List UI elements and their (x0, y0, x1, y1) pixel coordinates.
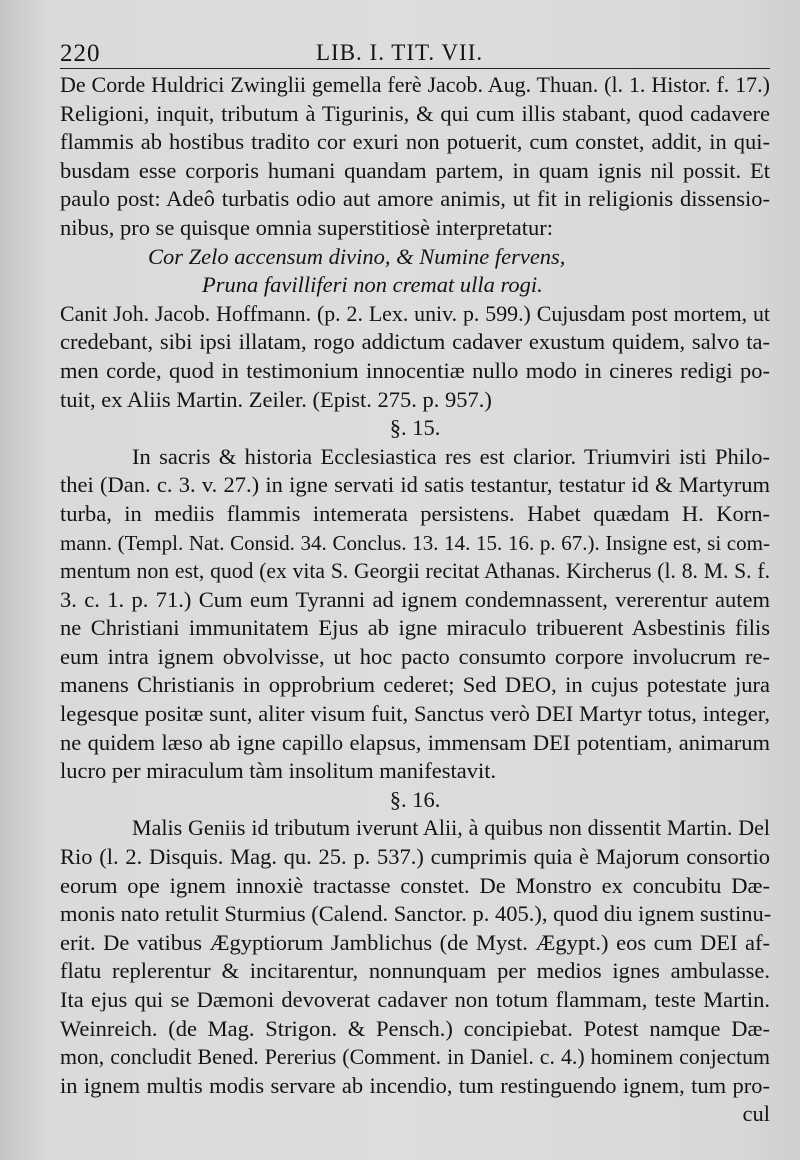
page-number: 220 (60, 40, 101, 67)
text-line: thei (Dan. c. 3. v. 27.) in igne servati id satis testantur, testatur id & Martyrum (60, 472, 770, 498)
text-line: mon, concludit Bened. Pererius (Comment. in Daniel. c. 4.) hominem conjectum (60, 1045, 770, 1070)
verse-line: Pruna favilliferi non cremat ulla rogi. (202, 272, 543, 298)
text-line: erit. De vatibus Ægyptiorum Jamblichus (de Myst. Ægypt.) eos cum DEI af- (60, 929, 770, 955)
text-line: eorum ope ignem innoxiè tractasse constet. De Monstro ex concubitu Dæ- (60, 872, 770, 898)
running-head: LIB. I. TIT. VII. (316, 40, 484, 65)
text-line: eum intra ignem obvolvisse, ut hoc pacto consumto corpore involucrum re- (60, 643, 770, 669)
text-line: ne quidem læso ab igne capillo elapsus, immensam DEI potentiam, animarum (60, 729, 770, 755)
text-line: credebant, sibi ipsi illatam, rogo addictum cadaver exustum quidem, salvo ta- (60, 329, 770, 355)
text-line: busdam esse corporis humani quandam partem, in quam ignis nil possit. Et (60, 157, 770, 183)
text-line: in ignem multis modis servare ab incendio, tum restinguendo ignem, tum pro- (60, 1072, 770, 1098)
text-line: Religioni, inquit, tributum à Tigurinis, & qui cum illis stabant, quod cadavere (60, 100, 770, 126)
text-line: mann. (Templ. Nat. Consid. 34. Conclus. 13. 14. 15. 16. p. 67.). Insigne est, si com- (60, 530, 770, 555)
verse-line: Cor Zelo accensum divino, & Numine fervens, (148, 243, 566, 269)
text-line: flammis ab hostibus tradito cor exuri non potuerit, cum constet, addit, in qui- (60, 129, 770, 155)
text-line: 3. c. 1. p. 71.) Cum eum Tyranni ad ignem condemnassent, vererentur autem (60, 586, 770, 612)
text-line: In sacris & historia Ecclesiastica res est clarior. Triumviri isti Philo- (132, 443, 770, 469)
text-line: men corde, quod in testimonium innocentiæ nullo modo in cineres redigi po- (60, 357, 770, 383)
text-line: Malis Geniis id tributum iverunt Alii, à quibus non dissentit Martin. Del (132, 815, 770, 841)
text-line: Rio (l. 2. Disquis. Mag. qu. 25. p. 537.) cumprimis quia è Majorum consortio (60, 844, 770, 870)
text-line: Ita ejus qui se Dæmoni devoverat cadaver non totum flammam, teste Martin. (60, 987, 770, 1012)
section-heading: §. 15. (389, 415, 441, 441)
text-line: manens Christianis in opprobrium cederet; Sed DEO, in cujus potestate jura (60, 672, 770, 698)
text-line: lucro per miraculum tàm insolitum manifestavit. (60, 758, 497, 784)
text-line: monis nato retulit Sturmius (Calend. Sanctor. p. 405.), quod diu ignem sustinu- (60, 901, 772, 927)
page-body (60, 69, 770, 1129)
text-line: Canit Joh. Jacob. Hoffmann. (p. 2. Lex. univ. p. 599.) Cujusdam post mortem, ut (60, 301, 770, 326)
section-heading: §. 16. (389, 786, 441, 812)
text-line: tuit, ex Aliis Martin. Zeiler. (Epist. 275. p. 957.) (60, 386, 492, 412)
text-line: legesque positæ sunt, aliter visum fuit, Sanctus verò DEI Martyr totus, integer, (60, 701, 770, 727)
page-header (60, 34, 770, 69)
text-line: Weinreich. (de Mag. Strigon. & Pensch.) concipiebat. Potest namque Dæ- (60, 1015, 770, 1041)
text-line: flatu replerentur & incitarentur, nonnunquam per medios ignes ambulasse. (60, 958, 770, 984)
catchword: cul (742, 1101, 770, 1127)
text-line: turba, in mediis flammis intemerata persistens. Habet quædam H. Korn- (60, 500, 770, 526)
text-line: paulo post: Adeô turbatis odio aut amore animis, ut fit in religionis dissensio- (60, 186, 770, 212)
text-line: mentum non est, quod (ex vita S. Georgii recitat Athanas. Kircherus (l. 8. M. S. f. (60, 559, 770, 584)
text-line: nibus, pro se quisque omnia superstitiosè interpretatur: (60, 214, 554, 240)
text-line: ne Christiani immunitatem Ejus ab igne miraculo tribuerent Asbestinis filis (60, 615, 770, 641)
text-line: De Corde Huldrici Zwinglii gemella ferè Jacob. Aug. Thuan. (l. 1. Histor. f. 17.) (60, 72, 770, 97)
